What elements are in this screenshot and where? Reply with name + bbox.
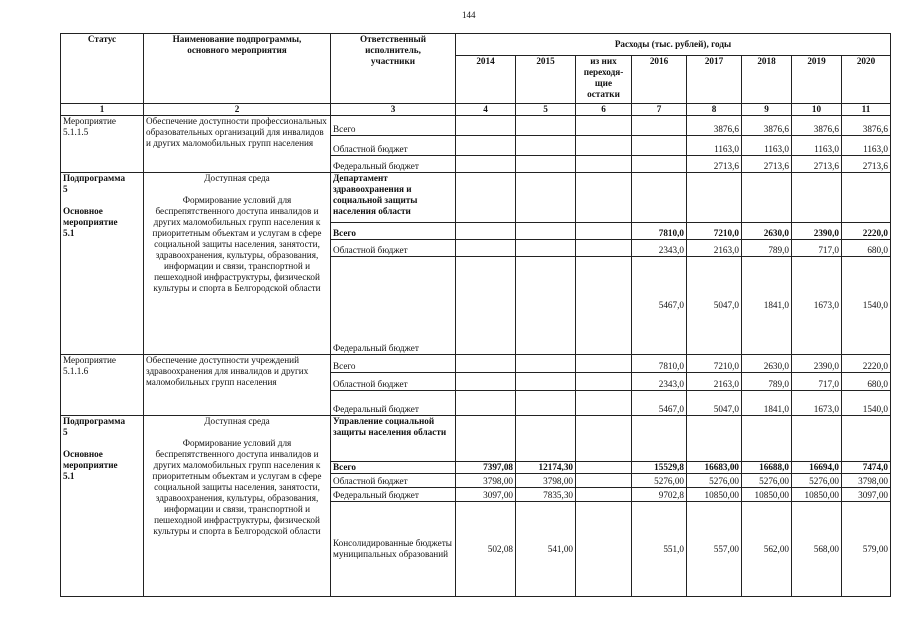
executor-name-cell: Управление социальной защиты населения области (331, 416, 456, 462)
value-cell: 5467,0 (632, 391, 687, 416)
value-cell: 717,0 (792, 373, 842, 391)
value-cell: 7810,0 (632, 223, 687, 240)
status-cell: Подпрограмма 5 Основное мероприятие 5.1 (61, 173, 144, 355)
value-cell: 3798,00 (842, 474, 891, 488)
value-cell (516, 257, 576, 355)
value-cell (842, 173, 891, 223)
budget-source-cell: Областной бюджет (331, 373, 456, 391)
value-cell: 562,00 (742, 502, 792, 597)
value-cell: 2713,6 (687, 156, 742, 173)
value-cell: 789,0 (742, 240, 792, 257)
value-cell (456, 240, 516, 257)
value-cell (632, 136, 687, 156)
value-cell: 680,0 (842, 373, 891, 391)
value-cell: 3876,6 (792, 116, 842, 136)
value-cell: 3798,00 (456, 474, 516, 488)
value-cell (516, 173, 576, 223)
executor-header-row (61, 173, 891, 223)
value-cell (576, 223, 632, 240)
value-cell: 551,0 (632, 502, 687, 597)
value-cell (576, 502, 632, 597)
value-cell: 5047,0 (687, 257, 742, 355)
budget-source-cell: Всего (331, 116, 456, 136)
value-cell: 5047,0 (687, 391, 742, 416)
value-cell (842, 416, 891, 462)
program-name-cell: Обеспечение доступности профессиональных образовательных организаций для инвалидов и других маломобильных групп населения (144, 116, 331, 173)
budget-source-cell: Консолидированные бюджеты муниципальных образований (331, 502, 456, 597)
header-status: Статус (61, 34, 144, 104)
value-cell: 2220,0 (842, 355, 891, 373)
value-cell: 2220,0 (842, 223, 891, 240)
value-cell (516, 116, 576, 136)
value-cell (576, 355, 632, 373)
value-cell: 2630,0 (742, 355, 792, 373)
column-number: 7 (632, 104, 687, 116)
value-cell (456, 173, 516, 223)
value-cell: 1841,0 (742, 391, 792, 416)
value-cell: 1540,0 (842, 391, 891, 416)
value-cell (576, 156, 632, 173)
value-cell (632, 173, 687, 223)
value-cell (516, 223, 576, 240)
budget-source-cell: Всего (331, 462, 456, 474)
value-cell (576, 116, 632, 136)
header-name: Наименование подпрограммы, основного мероприятия (144, 34, 331, 104)
value-cell: 16694,0 (792, 462, 842, 474)
value-cell: 3876,6 (842, 116, 891, 136)
value-cell: 12174,30 (516, 462, 576, 474)
value-cell (576, 391, 632, 416)
value-cell (687, 173, 742, 223)
value-cell: 5467,0 (632, 257, 687, 355)
value-cell: 1841,0 (742, 257, 792, 355)
value-cell (632, 156, 687, 173)
header-year: 2017 (687, 56, 742, 104)
value-cell: 1540,0 (842, 257, 891, 355)
column-number: 2 (144, 104, 331, 116)
value-cell (792, 173, 842, 223)
value-cell (516, 416, 576, 462)
column-number: 3 (331, 104, 456, 116)
column-number: 8 (687, 104, 742, 116)
value-cell: 7474,0 (842, 462, 891, 474)
header-year: 2020 (842, 56, 891, 104)
column-number: 4 (456, 104, 516, 116)
value-cell (516, 355, 576, 373)
value-cell: 16688,0 (742, 462, 792, 474)
value-cell (687, 416, 742, 462)
value-cell: 3097,00 (456, 488, 516, 502)
budget-source-cell: Федеральный бюджет (331, 257, 456, 355)
value-cell (516, 391, 576, 416)
status-cell: Мероприятие 5.1.1.6 (61, 355, 144, 416)
value-cell (576, 373, 632, 391)
value-cell (456, 136, 516, 156)
value-cell: 789,0 (742, 373, 792, 391)
value-cell: 3876,6 (687, 116, 742, 136)
executor-header-row (61, 416, 891, 462)
value-cell (576, 462, 632, 474)
header-expenses: Расходы (тыс. рублей), годы (456, 34, 891, 56)
value-cell (742, 416, 792, 462)
value-cell (456, 373, 516, 391)
value-cell: 1673,0 (792, 391, 842, 416)
value-cell: 2390,0 (792, 223, 842, 240)
value-cell (456, 156, 516, 173)
budget-source-cell: Федеральный бюджет (331, 156, 456, 173)
value-cell: 579,00 (842, 502, 891, 597)
value-cell (576, 416, 632, 462)
column-number: 1 (61, 104, 144, 116)
header-year: 2015 (516, 56, 576, 104)
value-cell: 557,00 (687, 502, 742, 597)
value-cell: 7210,0 (687, 355, 742, 373)
value-cell (632, 416, 687, 462)
value-cell (516, 156, 576, 173)
value-cell: 7810,0 (632, 355, 687, 373)
value-cell (742, 173, 792, 223)
header-year: 2018 (742, 56, 792, 104)
value-cell: 2713,6 (742, 156, 792, 173)
value-cell: 5276,00 (687, 474, 742, 488)
budget-source-cell: Областной бюджет (331, 240, 456, 257)
value-cell: 3097,00 (842, 488, 891, 502)
value-cell: 3876,6 (742, 116, 792, 136)
value-cell: 16683,00 (687, 462, 742, 474)
column-number: 10 (792, 104, 842, 116)
budget-source-cell: Областной бюджет (331, 136, 456, 156)
header-row (61, 34, 891, 56)
value-cell: 7210,0 (687, 223, 742, 240)
budget-source-cell: Федеральный бюджет (331, 488, 456, 502)
value-cell: 2343,0 (632, 240, 687, 257)
value-cell: 1163,0 (742, 136, 792, 156)
header-year: из них переходя- щие остатки (576, 56, 632, 104)
budget-source-cell: Всего (331, 355, 456, 373)
value-cell (456, 223, 516, 240)
budget-row (61, 355, 891, 373)
value-cell (456, 391, 516, 416)
value-cell: 7835,30 (516, 488, 576, 502)
value-cell: 1673,0 (792, 257, 842, 355)
budget-row (61, 116, 891, 136)
page-number: 144 (462, 10, 476, 20)
value-cell: 10850,00 (792, 488, 842, 502)
budget-source-cell: Областной бюджет (331, 474, 456, 488)
value-cell: 2163,0 (687, 240, 742, 257)
program-name-cell: Обеспечение доступности учреждений здравоохранения для инвалидов и других маломобильных групп населения (144, 355, 331, 416)
value-cell: 541,00 (516, 502, 576, 597)
value-cell: 1163,0 (792, 136, 842, 156)
value-cell (792, 416, 842, 462)
executor-name-cell: Департамент здравоохранения и социальной защиты населения области (331, 173, 456, 223)
value-cell: 2343,0 (632, 373, 687, 391)
value-cell: 502,08 (456, 502, 516, 597)
value-cell (516, 240, 576, 257)
program-name-cell: Доступная среда Формирование условий для беспрепятственного доступа инвалидов и других маломобильных групп населения к приоритетным объектам и услугам в сфере социальной защиты населения, занятости, здравоохранения, культуры, образования, информации и связи, транспортной и пешеходной инфраструктуры, физической культуры и спорта в Белгородской области (144, 416, 331, 597)
value-cell (576, 488, 632, 502)
value-cell: 2713,6 (792, 156, 842, 173)
value-cell: 680,0 (842, 240, 891, 257)
header-year: 2019 (792, 56, 842, 104)
column-numbers-row (61, 104, 891, 116)
value-cell: 15529,8 (632, 462, 687, 474)
value-cell: 717,0 (792, 240, 842, 257)
value-cell: 10850,00 (742, 488, 792, 502)
value-cell: 2713,6 (842, 156, 891, 173)
value-cell: 9702,8 (632, 488, 687, 502)
value-cell: 3798,00 (516, 474, 576, 488)
header-executor: Ответственный исполнитель, участники (331, 34, 456, 104)
value-cell: 5276,00 (742, 474, 792, 488)
status-cell: Подпрограмма 5 Основное мероприятие 5.1 (61, 416, 144, 597)
value-cell: 7397,08 (456, 462, 516, 474)
value-cell: 2390,0 (792, 355, 842, 373)
value-cell (576, 474, 632, 488)
header-year: 2016 (632, 56, 687, 104)
value-cell (456, 355, 516, 373)
value-cell: 1163,0 (842, 136, 891, 156)
status-cell: Мероприятие 5.1.1.5 (61, 116, 144, 173)
value-cell (456, 116, 516, 136)
value-cell: 2163,0 (687, 373, 742, 391)
budget-source-cell: Всего (331, 223, 456, 240)
value-cell (632, 116, 687, 136)
column-number: 5 (516, 104, 576, 116)
budget-source-cell: Федеральный бюджет (331, 391, 456, 416)
value-cell: 5276,00 (632, 474, 687, 488)
column-number: 11 (842, 104, 891, 116)
column-number: 9 (742, 104, 792, 116)
column-number: 6 (576, 104, 632, 116)
value-cell: 568,00 (792, 502, 842, 597)
value-cell: 10850,00 (687, 488, 742, 502)
header-year: 2014 (456, 56, 516, 104)
value-cell (516, 373, 576, 391)
value-cell (456, 257, 516, 355)
value-cell (456, 416, 516, 462)
value-cell: 1163,0 (687, 136, 742, 156)
budget-table (60, 33, 891, 597)
value-cell (516, 136, 576, 156)
value-cell: 2630,0 (742, 223, 792, 240)
value-cell (576, 173, 632, 223)
program-name-cell: Доступная среда Формирование условий для беспрепятственного доступа инвалидов и других маломобильных групп населения к приоритетным объектам и услугам в сфере социальной защиты населения, занятости, здравоохранения, культуры, образования, информации и связи, транспортной и пешеходной инфраструктуры, физической культуры и спорта в Белгородской области (144, 173, 331, 355)
value-cell (576, 257, 632, 355)
value-cell: 5276,00 (792, 474, 842, 488)
value-cell (576, 136, 632, 156)
value-cell (576, 240, 632, 257)
